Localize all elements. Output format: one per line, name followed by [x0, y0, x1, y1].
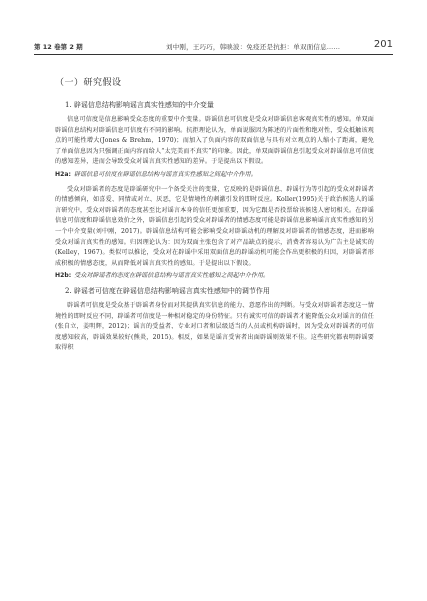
hypothesis-h2a-text: 辟谣信息可信度在辟谣信息结构与谣言真实性感知之间起中介作用。	[73, 170, 257, 178]
hypothesis-h2b-text: 受众对辟谣者的态度在辟谣信息结构与谣言真实性感知之间起中介作用。	[74, 272, 270, 280]
page-number: 201	[373, 39, 393, 50]
paragraph-2: 受众对辟谣者的态度是辟谣研究中一个备受关注的变量，它反映的是辟谣信息、辟谣行为等引起的受众对辟谣者的情感倾向，如喜爱、同情或对立、厌恶，它是情境性的刺激引发的即时反应。Koller(1995)关于政治候选人的谣言研究中，受众对辟谣者的态度甚至比对谣言本身的信任更加重要，因为它跟是否投票给该候选人密切相关。在辟谣信息可信度和辟谣信息效价之外，辟谣信息引起的受众对辟谣者的情感态度可能是辟谣信息影响谣言真实性感知的另一个中介变量(刘中刚，2017)。辟谣信息结构可能会影响受众对辟谣动机的理解及对辟谣者的情感态度，进而影响受众对谣言真实性的感知。归因理论认为：因为双面主张包含了对产品缺点的提示，消费者容易认为广告主是诚实的(Kelley，1967)。类似可以推论，受众对在辟谣中采用双面信息的辟谣动机可能会作出更积极的归因，对辟谣者形成积极的情感态度，从而降低对谣言真实性的感知。于是提出以下假设。	[55, 185, 374, 267]
journal-volume: 第 12 卷第 2 期	[34, 43, 83, 51]
hypothesis-h2b	[55, 271, 374, 282]
article-body	[55, 78, 374, 354]
subsection-heading-1: 1. 辟谣信息结构影响谣言真实性感知的中介变量	[65, 101, 214, 109]
hypothesis-h2a-id: H2a:	[55, 170, 71, 178]
hypothesis-h2a	[55, 170, 374, 181]
running-title: 刘中刚，王巧巧，韩映波：免疫还是抗拒：单双面信息……	[166, 43, 341, 51]
running-header	[34, 40, 393, 55]
section-heading: （一）研究假设	[55, 78, 122, 88]
subsection-heading-2: 2. 辟谣者可信度在辟谣信息结构影响谣言真实性感知中的调节作用	[65, 286, 270, 295]
paragraph-3: 辟谣者可信度是受众基于辟谣者身份而对其提供真实信息的能力、意愿作出的判断。与受众对辟谣者态度这一情境性的即时反应不同，辟谣者可信度是一种相对稳定的身份特征。只有诚实可信的辟谣者才能降低公众对谣言的信任(张自立，姜明辉，2012)；谣言的受益者、专业对口者和层级适当的人员或机构辟谣时，因为受众对辟谣者的可信度感知较高，辟谣效果较好(熊炎，2015)。相反，如果是谣言受害者出面辟谣则效果不佳。这些研究都表明辟谣要取得积	[55, 301, 374, 352]
paragraph-1: 信息可信度是信息影响受众态度的重要中介变量。辟谣信息可信度是受众对辟谣信息客观真实性的感知。单双面辟谣信息结构对辟谣信息可信度有不同的影响。抗拒理论认为，单面说服因为陈述的片面性和绝对性，受众抵触该观点的可能性增大(Jones & Brehm，1970)；而加入了负面内容的双面信息与具有对立观点的人缩小了距离，避免了单面信息因为只强调正面内容而给人“太完美而不真实”的印象。因此，单双面辟谣信息引起受众对辟谣信息可信度的感知差异，进而会导致受众对谣言真实性感知的差异。于是提出以下假设。	[55, 116, 374, 166]
hypothesis-h2b-id: H2b:	[55, 272, 72, 280]
